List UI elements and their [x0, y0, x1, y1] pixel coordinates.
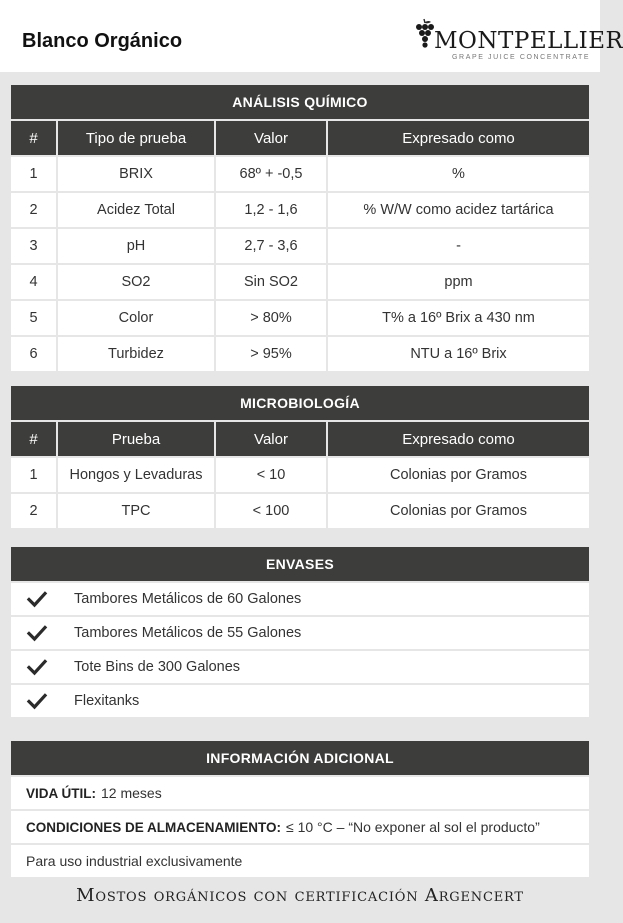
table-cell: < 10: [214, 458, 326, 492]
storage-label: CONDICIONES DE ALMACENAMIENTO:: [26, 819, 282, 835]
chemical-analysis-section: [11, 85, 589, 371]
table-cell: BRIX: [56, 157, 214, 191]
column-header: #: [29, 129, 38, 147]
microbiology-section: [11, 386, 589, 528]
section-title: INFORMACIÓN ADICIONAL: [11, 741, 589, 775]
table-cell: T% a 16º Brix a 430 nm: [326, 301, 589, 335]
logo-name: MONTPELLIER: [434, 28, 623, 54]
section-title: MICROBIOLOGÍA: [11, 386, 589, 420]
table-cell: 5: [29, 310, 38, 326]
table-header: [11, 420, 589, 456]
table-cell: % W/W como acidez tartárica: [326, 193, 589, 227]
table-cell: Turbidez: [56, 337, 214, 371]
shelf-life-row: [11, 775, 589, 809]
column-header: Tipo de prueba: [56, 121, 214, 155]
table-cell: > 80%: [214, 301, 326, 335]
check-icon: [27, 591, 47, 607]
certification-footer: Mostos orgánicos con certificación Argencert: [76, 885, 524, 906]
table-cell: 68º + -0,5: [214, 157, 326, 191]
table-row: [11, 263, 589, 299]
page-title: Blanco Orgánico: [22, 30, 183, 52]
table-cell: 1,2 - 1,6: [214, 193, 326, 227]
table-row: [11, 335, 589, 371]
column-header: Expresado como: [326, 422, 589, 456]
check-icon: [27, 659, 47, 675]
table-cell: Acidez Total: [56, 193, 214, 227]
table-cell: ppm: [326, 265, 589, 299]
table-cell: Hongos y Levaduras: [56, 458, 214, 492]
table-cell: 2,7 - 3,6: [214, 229, 326, 263]
list-item: [11, 581, 589, 615]
shelf-life-value: 12 meses: [101, 785, 162, 801]
table-cell: NTU a 16º Brix: [326, 337, 589, 371]
table-cell: 1: [29, 467, 38, 483]
check-icon: [27, 625, 47, 641]
table-row: [11, 299, 589, 335]
list-item: [11, 683, 589, 717]
table-header: [11, 119, 589, 155]
table-row: [11, 155, 589, 191]
column-header: Expresado como: [326, 121, 589, 155]
table-cell: pH: [56, 229, 214, 263]
list-item-label: Tambores Metálicos de 60 Galones: [74, 591, 302, 607]
table-cell: Colonias por Gramos: [326, 494, 589, 528]
list-item-label: Flexitanks: [74, 693, 140, 709]
storage-value: ≤ 10 °C – “No exponer al sol el producto”: [286, 819, 540, 835]
table-cell: > 95%: [214, 337, 326, 371]
table-cell: 3: [29, 238, 38, 254]
list-item: [11, 649, 589, 683]
table-cell: 2: [29, 202, 38, 218]
header: [0, 0, 623, 72]
table-cell: 4: [29, 274, 38, 290]
table-cell: < 100: [214, 494, 326, 528]
table-cell: -: [326, 229, 589, 263]
grape-icon: [412, 18, 436, 50]
table-cell: TPC: [56, 494, 214, 528]
table-cell: %: [326, 157, 589, 191]
table-cell: SO2: [56, 265, 214, 299]
logo-subtitle: GRAPE JUICE CONCENTRATE: [452, 54, 591, 61]
table-row: [11, 456, 589, 492]
shelf-life-label: VIDA ÚTIL:: [26, 785, 96, 801]
check-icon: [27, 693, 47, 709]
storage-row: [11, 809, 589, 843]
usage-note: Para uso industrial exclusivamente: [26, 853, 243, 869]
column-header: Prueba: [56, 422, 214, 456]
section-title: ENVASES: [11, 547, 589, 581]
list-item-label: Tambores Metálicos de 55 Galones: [74, 625, 302, 641]
section-title: ANÁLISIS QUÍMICO: [11, 85, 589, 119]
table-row: [11, 492, 589, 528]
list-item-label: Tote Bins de 300 Galones: [74, 659, 241, 675]
column-header: #: [29, 430, 38, 448]
table-cell: Sin SO2: [214, 265, 326, 299]
usage-note-row: [11, 843, 589, 877]
table-row: [11, 191, 589, 227]
list-item: [11, 615, 589, 649]
table-cell: 2: [29, 503, 38, 519]
column-header: Valor: [214, 121, 326, 155]
table-cell: Color: [56, 301, 214, 335]
table-cell: Colonias por Gramos: [326, 458, 589, 492]
additional-info-section: [11, 741, 589, 877]
column-header: Valor: [214, 422, 326, 456]
table-row: [11, 227, 589, 263]
table-cell: 6: [29, 346, 38, 362]
montpellier-logo: [412, 14, 623, 66]
table-cell: 1: [29, 166, 38, 182]
packaging-section: [11, 547, 589, 717]
